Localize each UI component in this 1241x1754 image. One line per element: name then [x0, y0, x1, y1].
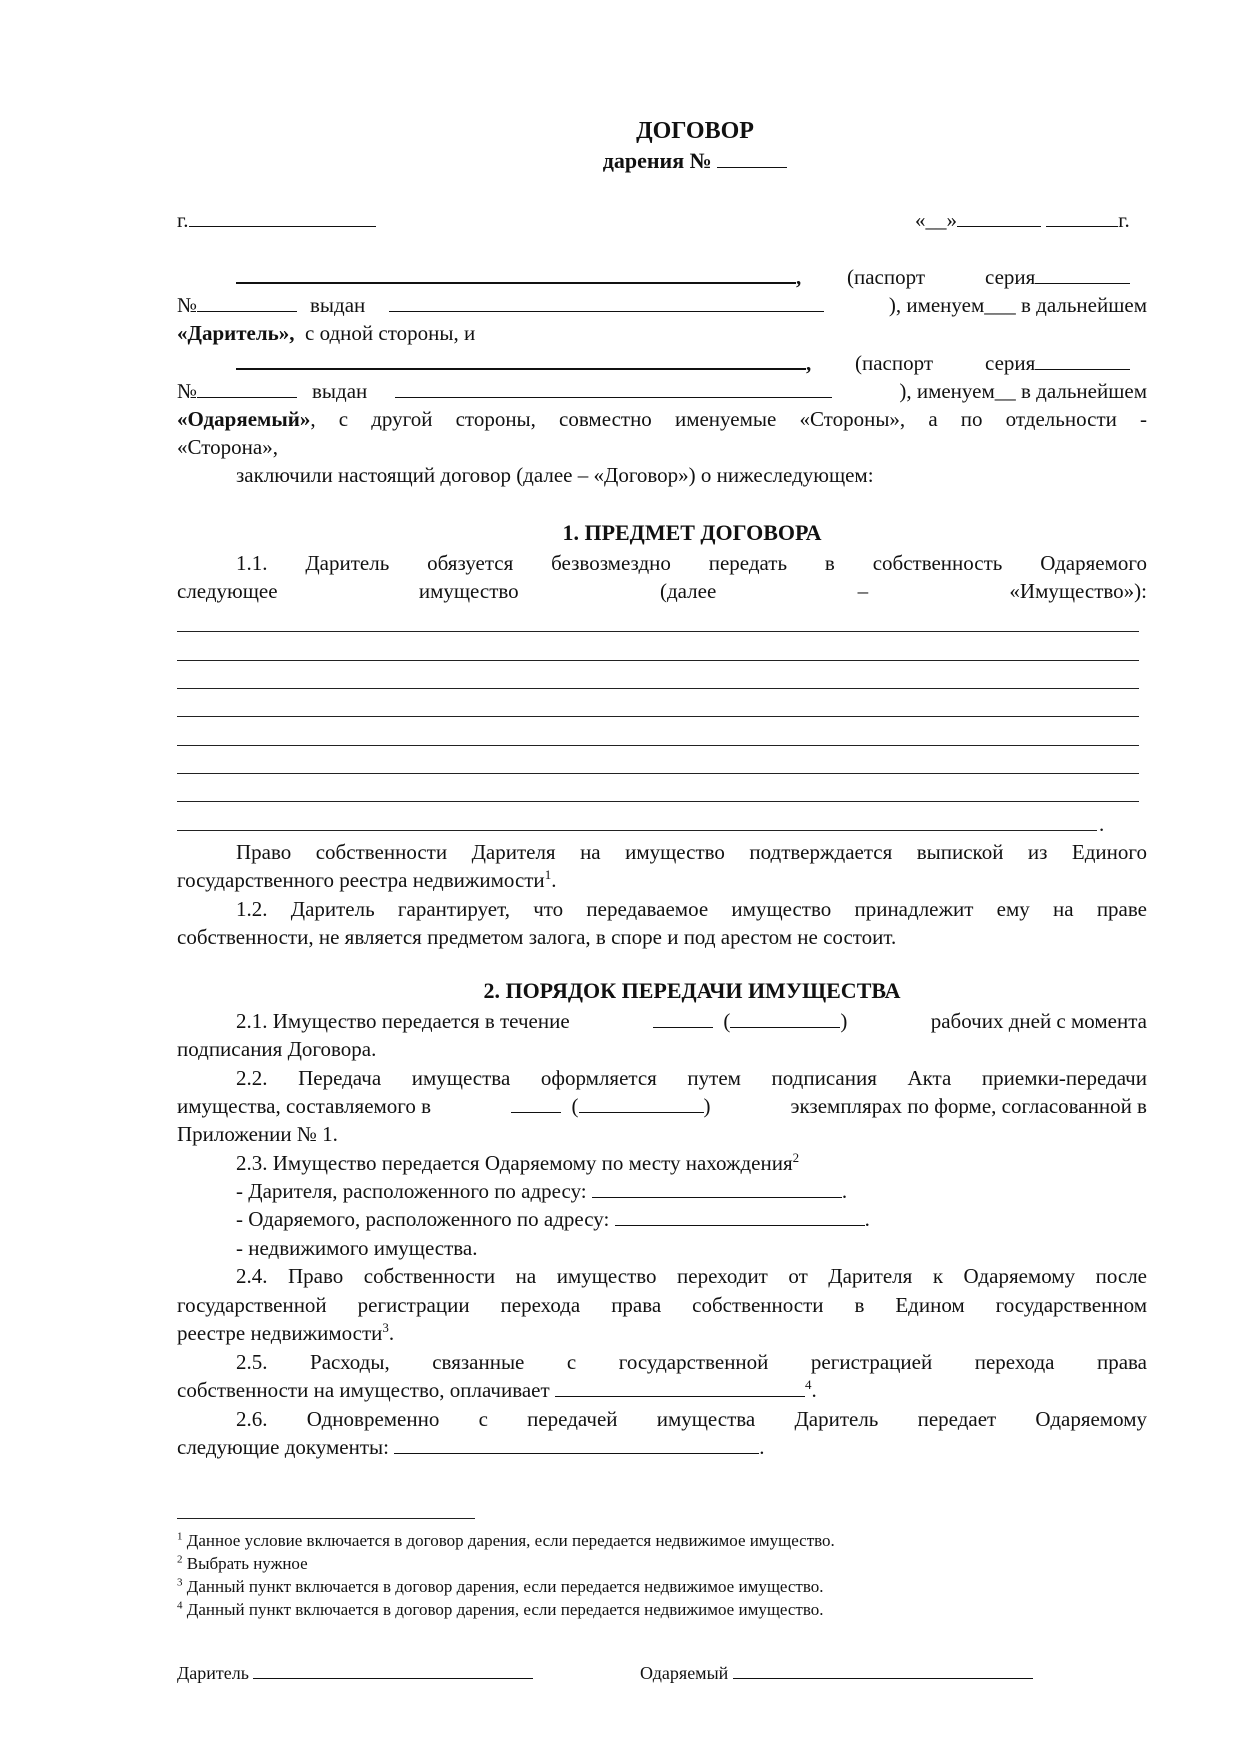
document-subtitle — [0, 148, 1241, 174]
s1-right-line2: государственного реестра недвижимости$^1$. — [177, 867, 557, 892]
s2-p24-line3: реестре недвижимости$^3$. — [177, 1320, 395, 1345]
donee-series-blank — [1035, 351, 1130, 370]
documents-blank — [394, 1435, 759, 1454]
donee-passport-label: (паспорт — [855, 351, 934, 375]
date-suffix: г. — [1118, 208, 1130, 232]
footnote-1: $^1$ Данное условие включается в договор дарения, если передается недвижимое имущество. — [177, 1530, 835, 1550]
donee-signature-blank — [733, 1662, 1033, 1679]
donor-signature-label: Даритель — [177, 1663, 249, 1683]
s2-p25-line2: собственности на имущество, оплачивает $^4$. — [177, 1377, 817, 1402]
s2-p22-line3: Приложении № 1. — [177, 1122, 338, 1146]
contract-number-blank — [717, 149, 787, 168]
city-blank — [189, 208, 376, 227]
footnote-ref-3: 3 — [382, 1320, 389, 1335]
donor-number-line: № — [177, 291, 297, 319]
donor-issued-blank-wrap — [389, 291, 824, 319]
property-blank-line — [177, 745, 1139, 746]
s2-p22-line2: имущества, составляемого в ( ) экземплярах по форме, согласованной в — [177, 1094, 1147, 1118]
donee-role: «Одаряемый» — [177, 407, 311, 431]
payer-blank — [555, 1378, 805, 1397]
donor-number-blank — [197, 293, 297, 312]
donee-number-blank — [197, 379, 297, 398]
section1-heading: 1. ПРЕДМЕТ ДОГОВОРА — [562, 520, 822, 545]
donor-issued-label: выдан — [310, 293, 366, 317]
s1-p1-line1: 1.1. Даритель обязуется безвозмездно передать в собственность Одаряемого — [236, 551, 1147, 575]
footnote-separator — [177, 1518, 475, 1519]
s1-p1-line2: следующее имущество (далее – «Имущество»): — [177, 579, 1147, 603]
date-year-blank — [1046, 208, 1118, 227]
days-number-blank — [653, 1009, 713, 1028]
donor-signature — [177, 1662, 533, 1684]
donee-issued-blank — [395, 379, 832, 398]
footnote-3: $^3$ Данный пункт включается в договор дарения, если передается недвижимое имущество. — [177, 1576, 824, 1596]
date-month-blank — [957, 208, 1041, 227]
donor-role-line: «Даритель», с одной стороны, и — [177, 321, 476, 345]
donee-name-blank — [236, 350, 806, 370]
date-line — [915, 206, 1130, 234]
property-blank-line — [177, 773, 1139, 774]
s2-p26-line2: следующие документы: . — [177, 1435, 765, 1459]
copies-number-blank — [511, 1094, 561, 1113]
copies-words-blank — [579, 1094, 704, 1113]
property-blank-line — [177, 716, 1139, 717]
footnote-ref-1: 1 — [544, 867, 552, 882]
donee-role-line: «Одаряемый», с другой стороны, совместно именуемые «Стороны», а по отдельности - — [177, 407, 1147, 431]
donor-series-label: серия — [985, 263, 1130, 291]
property-blank-line — [177, 688, 1139, 689]
property-end-dot: . — [1099, 812, 1105, 836]
donee-address-blank — [615, 1207, 865, 1226]
s2-p24-line1: 2.4. Право собственности на имущество переходит от Дарителя к Одаряемому после — [236, 1264, 1147, 1288]
s2-p25-line1: 2.5. Расходы, связанные с государственной регистрацией перехода права — [236, 1350, 1147, 1374]
document-title: ДОГОВОР — [636, 118, 754, 144]
donee-series-label: серия — [985, 349, 1130, 377]
city-line — [177, 206, 376, 234]
s2-p24-line2: государственной регистрации перехода права собственности в Едином государственном — [177, 1293, 1147, 1317]
donee-number-line: № — [177, 377, 297, 405]
party-singular-text: «Сторона», — [177, 435, 278, 459]
donee-signature-label: Одаряемый — [640, 1663, 729, 1683]
date-day: «__» — [915, 208, 957, 232]
property-blank-line — [177, 660, 1139, 661]
s2-p26-line1: 2.6. Одновременно с передачей имущества Даритель передает Одаряемому — [236, 1407, 1147, 1431]
donor-signature-blank — [253, 1662, 533, 1679]
footnote-ref-2: 2 — [792, 1150, 800, 1165]
s1-p2-line2: собственности, не является предметом залога, в споре и под арестом не состоит. — [177, 925, 897, 949]
s2-p23-option-donor: - Дарителя, расположенного по адресу: . — [236, 1179, 848, 1203]
property-blank-line — [177, 830, 1097, 831]
donor-passport-label: (паспорт — [847, 265, 926, 289]
footnote-4: $^4$ Данный пункт включается в договор дарения, если передается недвижимое имущество. — [177, 1599, 824, 1619]
donee-issued-label: выдан — [312, 379, 368, 403]
donee-name-line: , — [236, 349, 811, 377]
donor-series-blank — [1035, 265, 1130, 284]
s1-right-line1: Право собственности Дарителя на имущество подтверждается выпиской из Единого — [236, 840, 1147, 864]
donee-signature — [640, 1662, 1033, 1684]
donor-named-text: ), именуем___ в дальнейшем — [888, 293, 1147, 317]
donor-name-blank — [236, 264, 796, 284]
subtitle-prefix: дарения № — [602, 148, 712, 173]
city-prefix: г. — [177, 208, 189, 232]
footnote-ref-4: 4 — [804, 1377, 812, 1392]
donor-name-line: , — [236, 263, 801, 291]
s2-p21-line1: 2.1. Имущество передается в течение ( ) рабочих дней с момента — [236, 1009, 1147, 1033]
property-blank-line — [177, 801, 1139, 802]
donee-named-text: ), именуем__ в дальнейшем — [899, 379, 1147, 403]
days-words-blank — [730, 1009, 840, 1028]
donor-address-blank — [592, 1179, 842, 1198]
s2-p23-option-donee: - Одаряемого, расположенного по адресу: . — [236, 1207, 870, 1231]
s2-p21-line2: подписания Договора. — [177, 1037, 377, 1061]
property-blank-line — [177, 631, 1139, 632]
donee-issued-blank-wrap — [395, 377, 832, 405]
donor-role: «Даритель», — [177, 321, 295, 345]
s1-p2-line1: 1.2. Даритель гарантирует, что передаваемое имущество принадлежит ему на праве — [236, 897, 1147, 921]
s2-p22-line1: 2.2. Передача имущества оформляется путем подписания Акта приемки-передачи — [236, 1066, 1147, 1090]
s2-p23-option-property: - недвижимого имущества. — [236, 1236, 478, 1260]
footnote-2: $^2$ Выбрать нужное — [177, 1553, 308, 1573]
section2-heading: 2. ПОРЯДОК ПЕРЕДАЧИ ИМУЩЕСТВА — [483, 978, 901, 1003]
concluded-text: заключили настоящий договор (далее – «Договор») о нижеследующем: — [236, 463, 874, 487]
donor-issued-blank — [389, 293, 824, 312]
s2-p23-line1: 2.3. Имущество передается Одаряемому по месту нахождения$^2$ — [236, 1150, 800, 1175]
